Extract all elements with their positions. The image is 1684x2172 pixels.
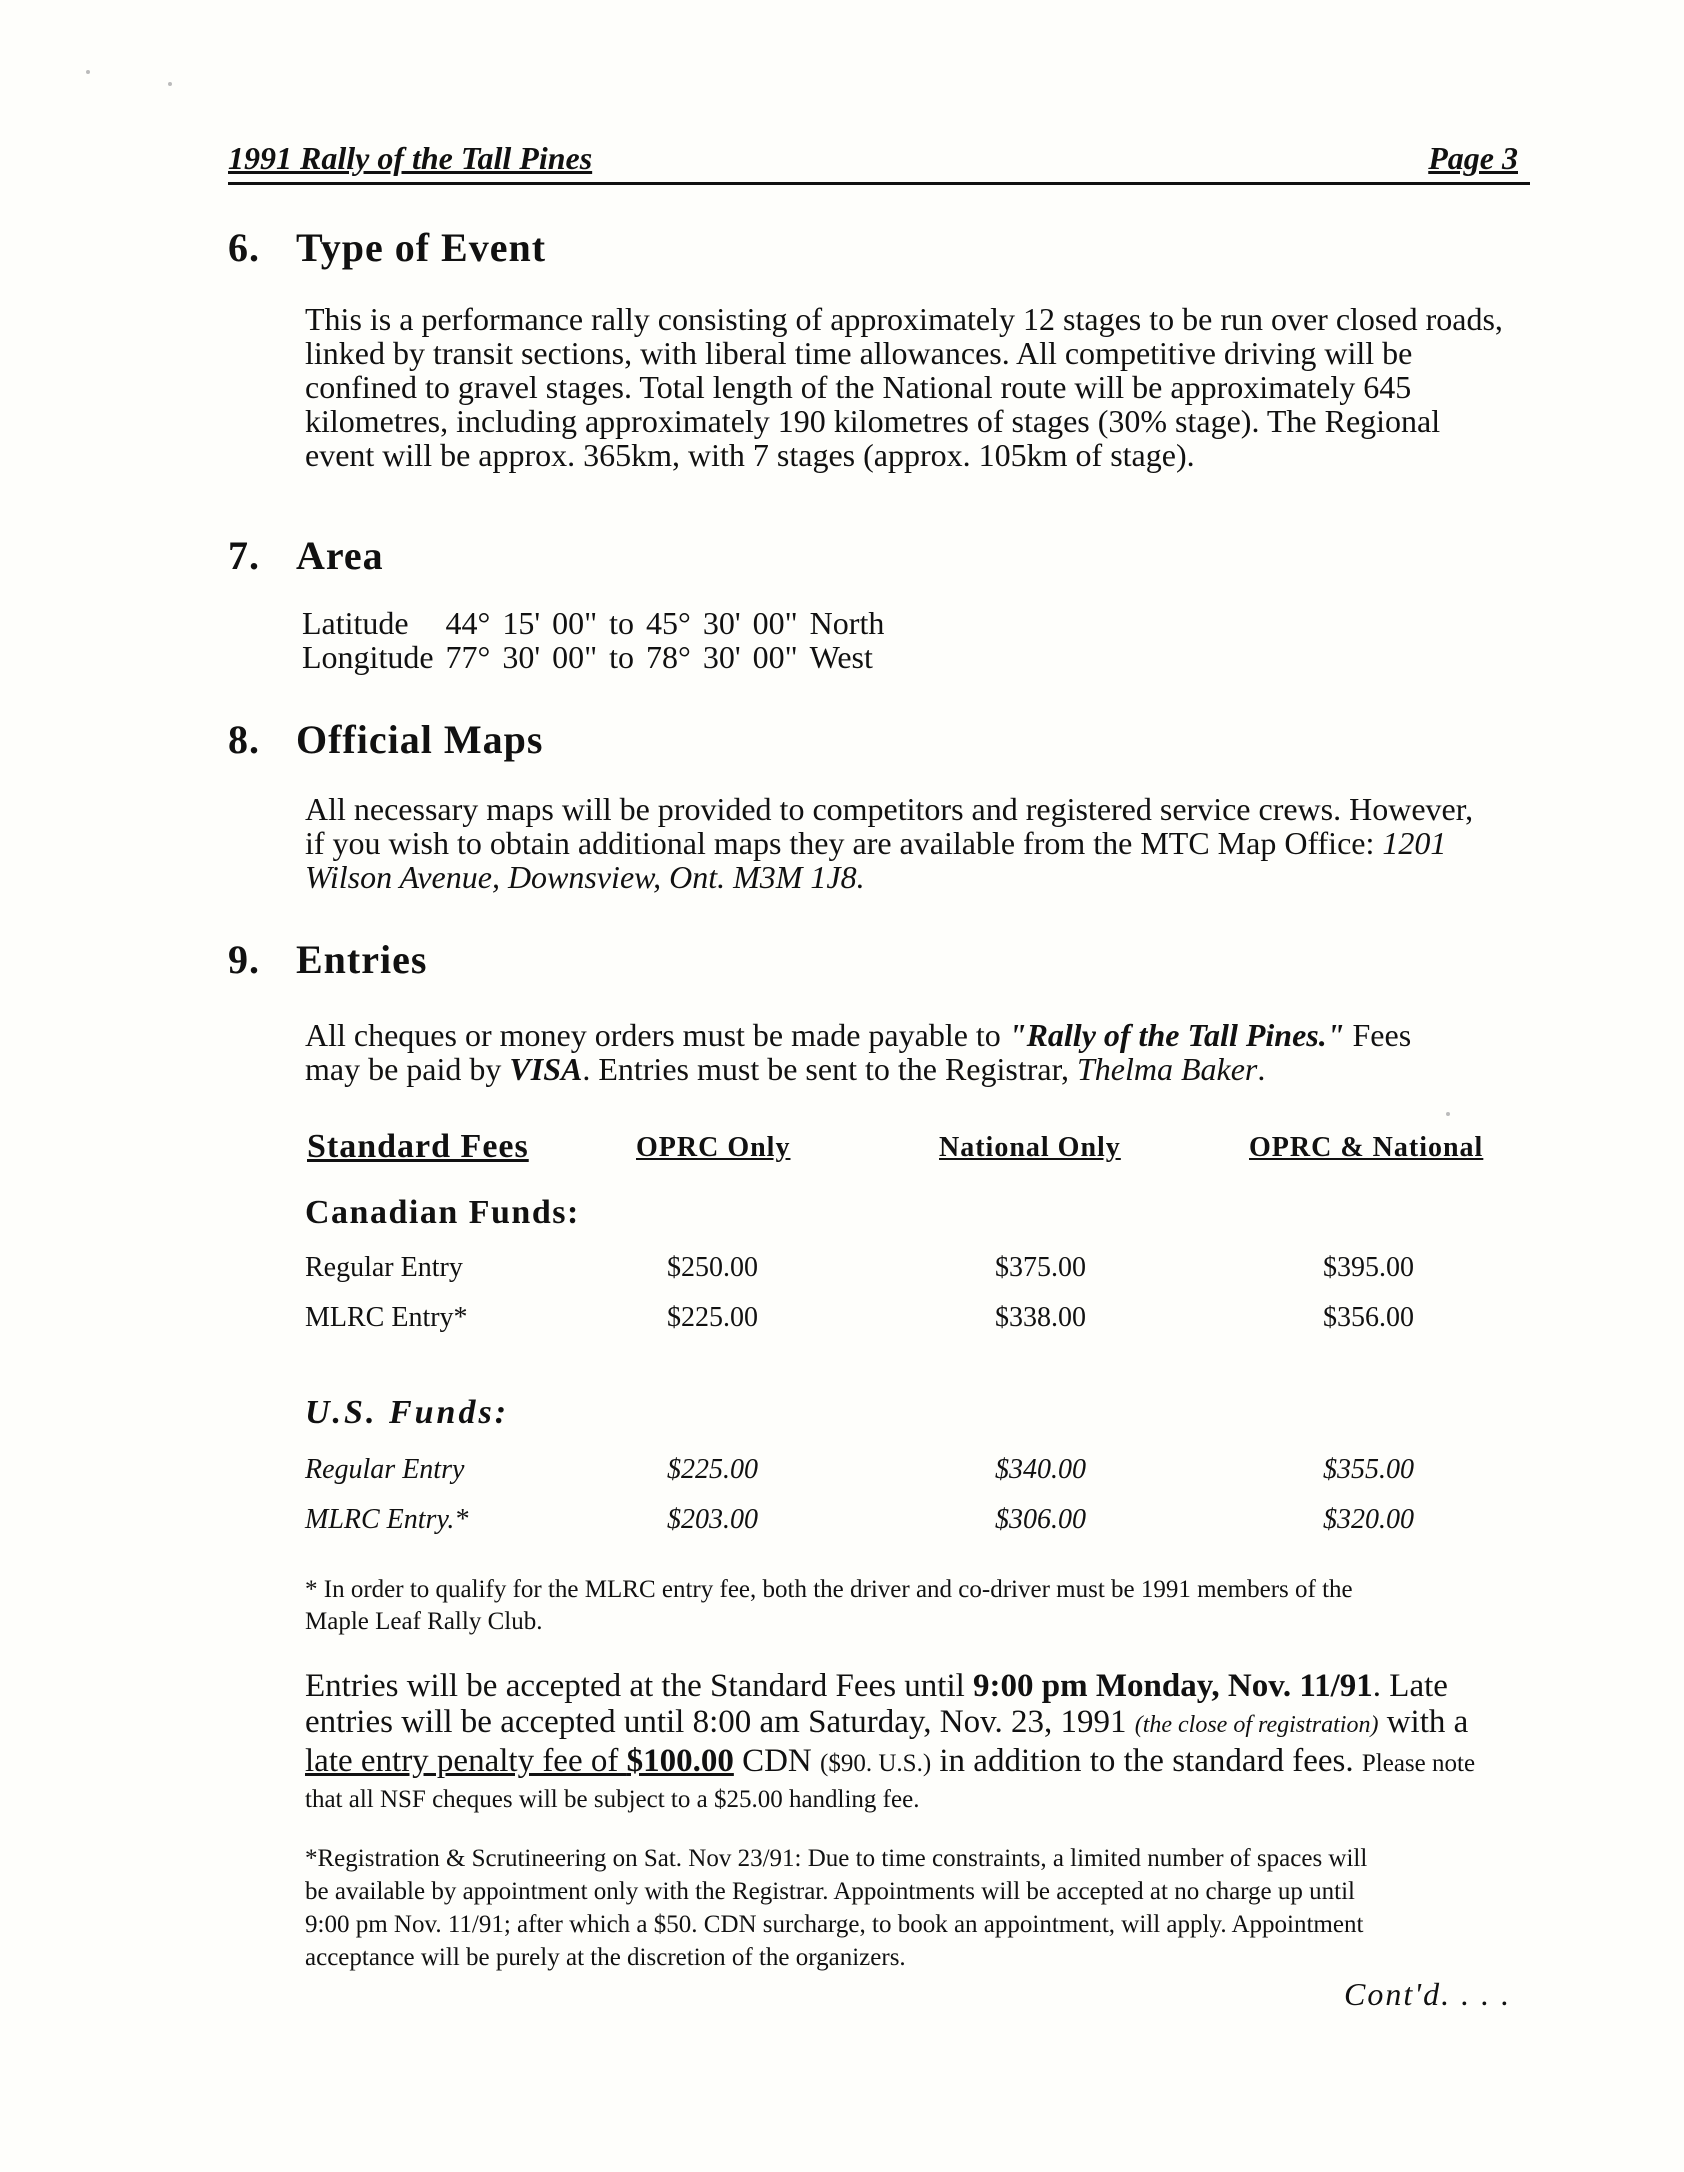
coord-minutes: 30' xyxy=(502,639,541,675)
coord-label: Longitude xyxy=(302,639,434,675)
paragraph-line: acceptance will be purely at the discretion of the organizers. xyxy=(305,1944,906,1971)
section-8-paragraph xyxy=(305,792,1473,894)
fee-row xyxy=(305,1454,1425,1488)
coord-seconds: 00" xyxy=(552,639,598,675)
area-coordinates-table xyxy=(302,606,896,674)
section-title: Type of Event xyxy=(296,225,547,270)
coord-seconds: 00" xyxy=(552,605,598,641)
section-8-heading xyxy=(228,716,543,763)
late-entries-paragraph xyxy=(305,1668,1475,1818)
address-text: Wilson Avenue, Downsview, Ont. M3M 1J8. xyxy=(305,859,865,895)
section-7-heading xyxy=(228,532,384,579)
paragraph-line: confined to gravel stages. Total length of the National route will be approximately 645 xyxy=(305,369,1412,405)
page-number: Page 3 xyxy=(1428,140,1518,176)
fee-national: $306.00 xyxy=(995,1504,1086,1535)
coord-to: to xyxy=(609,639,635,675)
coord-minutes: 30' xyxy=(702,605,741,641)
paragraph-text: in addition to the standard fees. xyxy=(931,1743,1362,1779)
fees-header-oprc: OPRC Only xyxy=(636,1132,791,1163)
fee-national: $375.00 xyxy=(995,1252,1086,1283)
paragraph-text: Fees xyxy=(1344,1017,1412,1053)
coord-label: Latitude xyxy=(302,605,409,641)
paragraph-text: with a xyxy=(1378,1704,1469,1740)
payment-method: VISA xyxy=(509,1051,583,1087)
paragraph-line: linked by transit sections, with liberal time allowances. All competitive driving will be xyxy=(305,335,1413,371)
footnote-line: Maple Leaf Rally Club. xyxy=(305,1608,543,1635)
paragraph-line xyxy=(305,1668,1475,1704)
paragraph-line xyxy=(305,1743,1475,1782)
scan-speck xyxy=(168,82,172,86)
fee-oprc-national: $320.00 xyxy=(1323,1504,1414,1535)
coord-minutes: 15' xyxy=(502,605,541,641)
paragraph-line: *Registration & Scrutineering on Sat. Nov 23/91: Due to time constraints, a limited number of spaces will xyxy=(305,1845,1368,1872)
deadline-text: 9:00 pm Monday, Nov. 11/91 xyxy=(973,1668,1373,1704)
fee-row xyxy=(305,1504,1425,1538)
header-title: 1991 Rally of the Tall Pines xyxy=(228,140,593,176)
coord-minutes: 30' xyxy=(702,639,741,675)
section-title: Entries xyxy=(296,937,428,982)
fees-header-standard: Standard Fees xyxy=(307,1128,529,1165)
paragraph-line: be available by appointment only with the Registrar. Appointments will be accepted at no charge up until xyxy=(305,1878,1355,1905)
fee-row xyxy=(305,1252,1425,1286)
registrar-name: Thelma Baker xyxy=(1076,1051,1258,1087)
coord-direction: North xyxy=(809,605,885,641)
fee-type: Regular Entry xyxy=(305,1252,463,1283)
fee-oprc-national: $356.00 xyxy=(1323,1302,1414,1333)
paragraph-line xyxy=(305,1704,1475,1743)
fee-oprc: $225.00 xyxy=(667,1454,758,1485)
paragraph-line xyxy=(305,1052,1411,1086)
penalty-amount: $100.00 xyxy=(626,1743,734,1779)
longitude-row xyxy=(302,640,896,674)
coord-degrees: 45° xyxy=(646,605,691,641)
paragraph-text: All cheques or money orders must be made payable to xyxy=(305,1017,1009,1053)
paragraph-line: All necessary maps will be provided to competitors and registered service crews. However, xyxy=(305,791,1474,827)
running-header xyxy=(228,140,1530,185)
paragraph-text: . xyxy=(1257,1051,1266,1087)
us-equivalent: ($90. U.S.) xyxy=(820,1750,932,1777)
section-6-heading xyxy=(228,224,546,271)
fee-oprc-national: $355.00 xyxy=(1323,1454,1414,1485)
fee-oprc-national: $395.00 xyxy=(1323,1252,1414,1283)
continued-marker: Cont'd. . . . xyxy=(1344,1976,1512,2012)
us-funds-label: U.S. Funds: xyxy=(305,1394,510,1431)
mlrc-footnote xyxy=(305,1574,1353,1638)
fee-national: $338.00 xyxy=(995,1302,1086,1333)
fee-type: MLRC Entry.* xyxy=(305,1504,469,1535)
address-text: 1201 xyxy=(1382,825,1447,861)
coord-seconds: 00" xyxy=(752,605,798,641)
close-of-registration-note: (the close of registration) xyxy=(1134,1712,1379,1738)
paragraph-text: Entries will be accepted at the Standard Fees until xyxy=(305,1668,974,1704)
section-number: 9. xyxy=(228,937,260,982)
section-number: 6. xyxy=(228,225,260,270)
fee-national: $340.00 xyxy=(995,1454,1086,1485)
paragraph-line: kilometres, including approximately 190 kilometres of stages (30% stage). The Regional xyxy=(305,403,1441,439)
coord-degrees: 44° xyxy=(445,605,491,641)
scan-speck xyxy=(86,70,90,74)
section-9-paragraph xyxy=(305,1018,1411,1086)
section-number: 7. xyxy=(228,533,260,578)
paragraph-text: may be paid by xyxy=(305,1051,510,1087)
paragraph-line: event will be approx. 365km, with 7 stages (approx. 105km of stage). xyxy=(305,437,1195,473)
section-9-heading xyxy=(228,936,427,983)
paragraph-line: 9:00 pm Nov. 11/91; after which a $50. CDN surcharge, to book an appointment, will apply. Appointment xyxy=(305,1911,1364,1938)
fees-header-oprc-national: OPRC & National xyxy=(1249,1132,1484,1163)
section-title: Area xyxy=(296,533,384,578)
paragraph-text: if you wish to obtain additional maps they are available from the MTC Map Office: xyxy=(305,825,1383,861)
canadian-funds-label: Canadian Funds: xyxy=(305,1194,580,1231)
paragraph-text: . Late xyxy=(1372,1668,1448,1704)
paragraph-line: that all NSF cheques will be subject to a $25.00 handling fee. xyxy=(305,1786,920,1813)
paragraph-text: entries will be accepted until 8:00 am Saturday, Nov. 23, 1991 xyxy=(305,1704,1135,1740)
coord-seconds: 00" xyxy=(752,639,798,675)
paragraph-line: This is a performance rally consisting of approximately 12 stages to be run over closed roads, xyxy=(305,301,1503,337)
paragraph-line xyxy=(305,826,1473,860)
fee-row xyxy=(305,1302,1425,1336)
coord-degrees: 77° xyxy=(445,639,491,675)
paragraph-text: . Entries must be sent to the Registrar, xyxy=(582,1051,1077,1087)
paragraph-text: Please note xyxy=(1361,1750,1476,1777)
section-6-paragraph xyxy=(305,302,1503,472)
coord-direction: West xyxy=(809,639,873,675)
fee-oprc: $225.00 xyxy=(667,1302,758,1333)
fee-type: Regular Entry xyxy=(305,1454,465,1485)
latitude-row xyxy=(302,606,896,640)
fee-oprc: $203.00 xyxy=(667,1504,758,1535)
payee-name: "Rally of the Tall Pines." xyxy=(1008,1017,1345,1053)
fees-header-national: National Only xyxy=(939,1132,1121,1163)
paragraph-line xyxy=(305,1018,1411,1052)
fee-oprc: $250.00 xyxy=(667,1252,758,1283)
fee-type: MLRC Entry* xyxy=(305,1302,468,1333)
footnote-line: * In order to qualify for the MLRC entry fee, both the driver and co-driver must be 1991 members of the xyxy=(305,1576,1353,1603)
penalty-text: late entry penalty fee of xyxy=(305,1743,627,1779)
paragraph-line xyxy=(305,860,1473,894)
registration-note xyxy=(305,1842,1367,1974)
paragraph-text: CDN xyxy=(733,1743,821,1779)
section-title: Official Maps xyxy=(296,717,544,762)
section-number: 8. xyxy=(228,717,260,762)
coord-to: to xyxy=(609,605,635,641)
coord-degrees: 78° xyxy=(646,639,691,675)
scan-speck xyxy=(1446,1112,1450,1116)
